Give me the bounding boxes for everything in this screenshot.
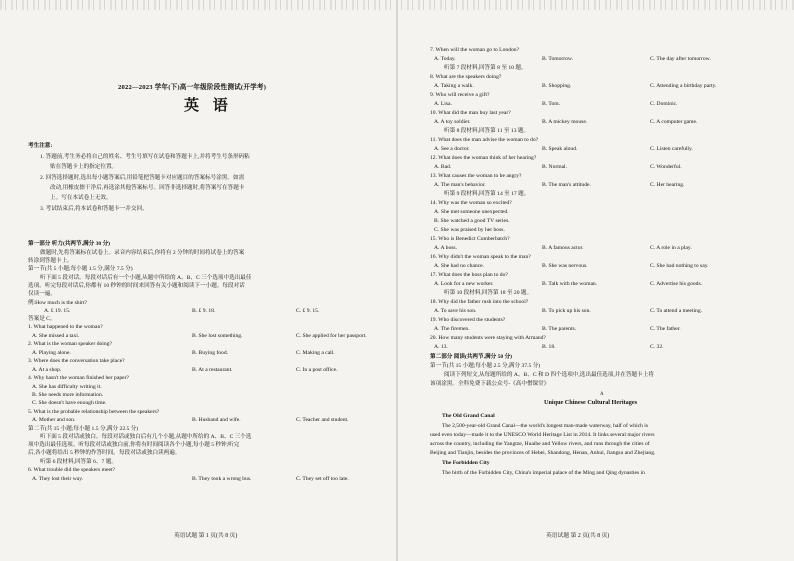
section1-intro-line: 仅读一遍。 xyxy=(28,291,56,297)
option-c: C. The father. xyxy=(650,326,681,332)
option-a: A. They lost their way. xyxy=(32,476,84,482)
option-c: C. To attend a meeting. xyxy=(650,308,703,314)
question: 14. Why was the woman so excited? xyxy=(430,200,512,206)
option-b: B. Talk with the woman. xyxy=(542,281,598,287)
subheading: The Old Grand Canal xyxy=(442,413,495,419)
question: 4. Why hasn't the woman finished her paper? xyxy=(28,375,129,381)
example-question: 例:How much is the shirt? xyxy=(28,300,88,306)
question: 11. What does the man advise the woman to do? xyxy=(430,137,539,143)
example-answer: 答案是 C。 xyxy=(28,316,56,322)
question: 5. What is the probable relationship between the speakers? xyxy=(28,409,160,415)
option-b: B. The man's attitude. xyxy=(542,182,591,188)
option-c: C. She was praised by her boss. xyxy=(434,227,505,233)
section2-intro-line: 听下面 5 段对话或独白。每段对话或独白后有几个小题,从题中所给的 A、B、C 三个选 xyxy=(40,434,252,440)
example-option: B. £ 9. 18. xyxy=(192,308,216,314)
option-a: A. Lisa. xyxy=(434,101,452,107)
part1-intro-line: 转涂到答题卡上。 xyxy=(28,258,73,264)
passage-line: used even today—made it to the UNESCO World Heritage List in 2014. It links several major rivers xyxy=(430,432,655,438)
note-line: 1. 答题前,考生务必将自己的姓名、考生号填写在试卷和答题卡上,并将考生号条形码粘 xyxy=(40,154,250,160)
question: 7. When will the woman go to London? xyxy=(430,47,520,53)
note-line: 2. 回答选择题时,选出每小题答案后,用铅笔把答题卡对应题目的答案标号涂黑。如需 xyxy=(40,175,245,181)
option-a: A. Mother and son. xyxy=(32,417,76,423)
passage-line: Beijing and Tianjin, besides the provinces of Hebei, Shandong, Henan, Anhui, Jiangsu and Zhejiang. xyxy=(430,450,656,456)
passage-line: The birth of the Forbidden City, China's imperial palace of the Ming and Qing dynasties in xyxy=(442,470,645,476)
page-footer: 英语试题 第 1 页(共 8 页) xyxy=(174,533,238,539)
question: 19. Who discovered the students? xyxy=(430,317,506,323)
section1-intro-line: 选项。听完每段对话后,你都有 10 秒钟的时间来回答有关小题和阅读下一小题。每段对话 xyxy=(28,283,245,289)
option-a: A. 13. xyxy=(434,344,448,350)
option-b: B. Husband and wife. xyxy=(192,417,241,423)
question: 12. What does the woman think of her hearing? xyxy=(430,155,537,161)
question: 13. What causes the woman to be angry? xyxy=(430,173,522,179)
question: 3. Where does the conversation take place? xyxy=(28,358,125,364)
option-b: B. Buying food. xyxy=(192,350,229,356)
part2-section-heading: 第一节(共 15 小题;每小题 2.5 分,满分 37.5 分) xyxy=(430,363,541,369)
section1-heading: 第一节(共 5 小题;每小题 1.5 分,满分 7.5 分) xyxy=(28,266,133,272)
option-a: A. The man's behavior. xyxy=(434,182,486,188)
passage-line: across the country, including the Yangtze, Huaihe and Yellow rivers, and runs through the cities of xyxy=(430,441,650,447)
example-option: A. £ 19. 15. xyxy=(44,308,71,314)
part1-heading: 第一部分 听力(共两节,满分 30 分) xyxy=(28,241,111,247)
option-a: A. To save his son. xyxy=(434,308,477,314)
option-a: A. Today. xyxy=(434,56,456,62)
option-b: B. A mickey mouse. xyxy=(542,119,588,125)
option-b: B. She lost something. xyxy=(192,333,243,339)
subheading: The Forbidden City xyxy=(442,460,490,466)
option-c: C. She had nothing to say. xyxy=(650,263,709,269)
option-a: A. She missed a taxi. xyxy=(32,333,80,339)
option-b: B. A famous actor. xyxy=(542,245,584,251)
part2-intro-line: 该项涂黑。全科免费下载公众号-《高中僧课堂》 xyxy=(430,381,550,387)
section2-intro-line: 后,各小题将给出 5 秒钟的作答时间。每段对话或独白读两遍。 xyxy=(28,450,181,456)
section2-heading: 第二节(共 15 小题;每小题 1.5 分,满分 22.5 分) xyxy=(28,426,139,432)
option-c: C. In a post office. xyxy=(296,367,338,373)
question: 17. What does the boss plan to do? xyxy=(430,272,508,278)
option-c: C. Her hearing. xyxy=(650,182,685,188)
section1-intro-line: 听下面 5 段对话。每段对话后有一个小题,从题中所给的 A、B、C 三个选项中选出最佳 xyxy=(40,275,252,281)
option-b: B. Shopping. xyxy=(542,83,572,89)
material-note: 听第 8 段材料,回答第 11 至 13 题。 xyxy=(444,128,530,134)
option-a: A. The firemen. xyxy=(434,326,470,332)
option-a: A. She had no chance. xyxy=(434,263,485,269)
option-a: A. A toy soldier. xyxy=(434,119,471,125)
option-c: C. Making a call. xyxy=(296,350,335,356)
question: 9. Who will receive a gift? xyxy=(430,92,490,98)
option-c: C. Advertise his goods. xyxy=(650,281,703,287)
passage-label: A xyxy=(600,392,604,397)
note-line: 3. 考试结束后,将本试卷和答题卡一并交回。 xyxy=(40,206,148,212)
option-a: A. Taking a walk. xyxy=(434,83,474,89)
material-note: 听第 9 段材料,回答第 14 至 17 题。 xyxy=(444,191,530,197)
option-c: C. A role in a play. xyxy=(650,245,692,251)
option-b: B. She watched a good TV series. xyxy=(434,218,510,224)
option-c: C. The day after tomorrow. xyxy=(650,56,711,62)
option-c: C. She doesn't have enough time. xyxy=(32,400,107,406)
option-c: C. Attending a birthday party. xyxy=(650,83,717,89)
question: 10. What did the man buy last year? xyxy=(430,110,511,116)
note-line: 贴在答题卡上的指定位置。 xyxy=(50,164,118,170)
material-note: 听第 10 段材料,回答第 18 至 20 题。 xyxy=(444,290,533,296)
option-c: C. They set off too late. xyxy=(296,476,349,482)
part1-intro-line: 做题时,先将答案标在试卷上。录音内容结束后,你将有 2 分钟的时间将试卷上的答案 xyxy=(40,250,245,256)
material-note: 听第 7 段材料,回答第 8 至 10 题。 xyxy=(444,65,527,71)
question: 1. What happened to the woman? xyxy=(28,324,103,330)
option-a: A. At a shop. xyxy=(32,367,62,373)
section2-intro-line: 项中选出最佳选项。听每段对话或独白前,你将有时间阅读各个小题,每小题 5 秒钟;听完 xyxy=(28,442,240,448)
option-b: B. Speak aloud. xyxy=(542,146,578,152)
option-b: B. To pick up his son. xyxy=(542,308,591,314)
option-b: B. She was nervous. xyxy=(542,263,588,269)
option-c: C. Teacher and student. xyxy=(296,417,349,423)
option-a: A. She met someone unexpected. xyxy=(434,209,509,215)
question: 6. What trouble did the speakers meet? xyxy=(28,467,116,473)
option-b: B. Tom. xyxy=(542,101,560,107)
option-b: B. They took a wrong bus. xyxy=(192,476,252,482)
option-a: A. See a doctor. xyxy=(434,146,470,152)
note-line: 改动,用橡皮擦干净后,再选涂其他答案标号。回答非选择题时,将答案写在答题卡 xyxy=(50,185,245,191)
question: 8. What are the speakers doing? xyxy=(430,74,502,80)
option-b: B. The parents. xyxy=(542,326,577,332)
exam-title: 2022—2023 学年(下)高一年级阶段性测试(开学考) xyxy=(118,84,267,91)
option-a: A. Bad. xyxy=(434,164,452,170)
option-a: A. Playing alone. xyxy=(32,350,71,356)
page-footer: 英语试题 第 2 页(共 8 页) xyxy=(546,533,610,539)
note-line: 上。写在本试卷上无效。 xyxy=(50,195,112,201)
option-c: C. Listen carefully. xyxy=(650,146,693,152)
question: 2. What is the woman speaker doing? xyxy=(28,341,112,347)
option-a: A. She has difficulty writing it. xyxy=(32,384,102,390)
option-b: B. Tomorrow. xyxy=(542,56,573,62)
option-b: B. She needs more information. xyxy=(32,392,104,398)
question: 20. How many students were staying with Armand? xyxy=(430,335,546,341)
passage-title: Unique Chinese Cultural Heritages xyxy=(544,399,637,406)
question: 16. Why didn't the woman speak to the man? xyxy=(430,254,531,260)
material-note: 听第 6 段材料,回答第 6、7 题。 xyxy=(40,459,117,465)
option-a: A. Look for a new worker. xyxy=(434,281,494,287)
option-c: C. Wonderful. xyxy=(650,164,682,170)
part2-intro-line: 阅读下列短文,从每题所给的 A、B、C 和 D 四个选项中,选出最佳选项,并在答题卡上将 xyxy=(444,372,654,378)
part2-heading: 第二部分 阅读(共两节,满分 50 分) xyxy=(430,354,513,360)
option-b: B. At a restaurant. xyxy=(192,367,233,373)
option-b: B. Normal. xyxy=(542,164,568,170)
question: 18. Why did the father rush into the school? xyxy=(430,299,529,305)
subject-title: 英 语 xyxy=(184,98,233,114)
option-b: B. 18. xyxy=(542,344,556,350)
page-fold-divider xyxy=(396,0,398,561)
option-c: C. She applied for her passport. xyxy=(296,333,367,339)
option-c: C. A computer game. xyxy=(650,119,698,125)
example-option: C. £ 9. 15. xyxy=(296,308,320,314)
option-c: C. 32. xyxy=(650,344,664,350)
passage-line: The 2,500-year-old Grand Canal—the world's longest man-made waterway, half of which is xyxy=(442,423,649,429)
option-c: C. Dominic. xyxy=(650,101,678,107)
option-a: A. A boss. xyxy=(434,245,458,251)
question: 15. Who is Benedict Cumberbatch? xyxy=(430,236,510,242)
notes-heading: 考生注意: xyxy=(28,143,53,149)
